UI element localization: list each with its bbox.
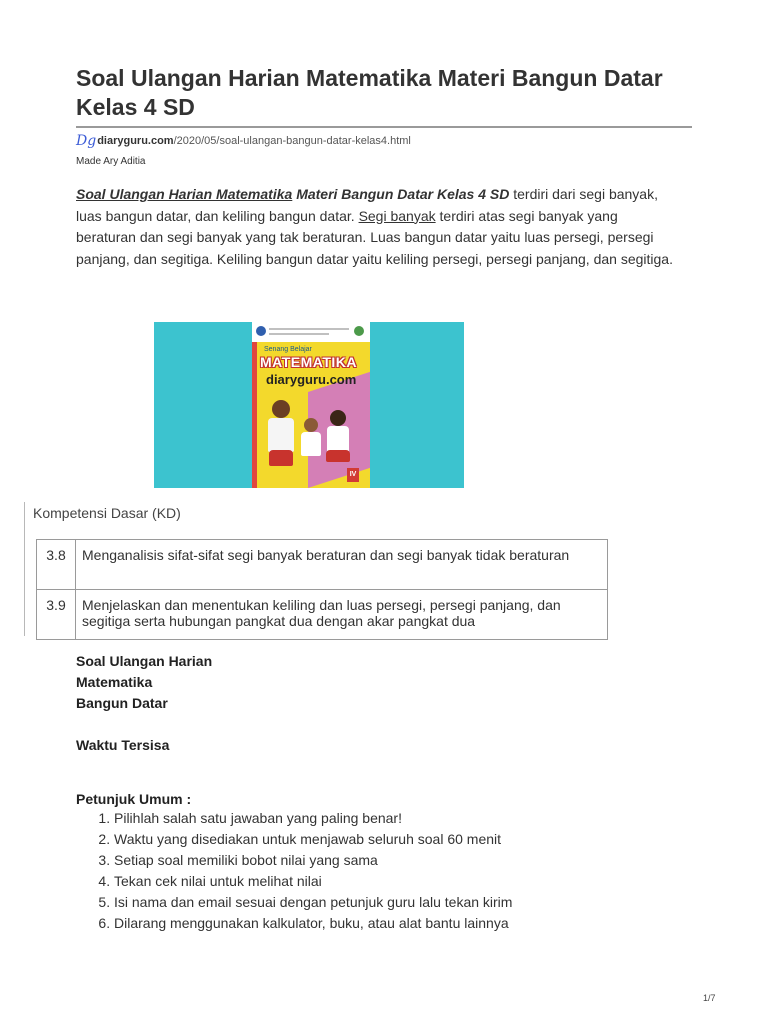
author-name: Made Ary Aditia — [76, 156, 146, 167]
list-item: 6. Dilarang menggunakan kalkulator, buku, atau alat bantu lainnya — [114, 913, 512, 934]
cover-spine — [252, 342, 257, 488]
cover-title: MATEMATIKA — [260, 354, 358, 370]
quiz-title-line-1: Soal Ulangan Harian — [76, 653, 213, 669]
source-path[interactable]: /2020/05/soal-ulangan-bangun-datar-kelas4.html — [173, 135, 411, 147]
diaryguru-logo-icon: Dg — [76, 133, 97, 149]
intro-paragraph — [76, 184, 680, 270]
instructions-list — [76, 808, 512, 934]
grade-badge: IV — [347, 468, 359, 482]
intro-text-1: terdiri dari segi banyak, luas bangun datar, dan keliling bangun datar. — [76, 186, 658, 224]
boy-illustration-head — [272, 400, 290, 418]
source-domain[interactable]: diaryguru.com — [97, 135, 174, 147]
curriculum-logo-icon — [354, 326, 364, 336]
list-item: 3. Setiap soal memiliki bobot nilai yang sama — [114, 850, 512, 871]
kd-number: 3.8 — [37, 540, 76, 590]
intro-text-2: terdiri atas segi banyak yang beraturan dan segi banyak yang tak beraturan. Luas bangun datar yaitu luas persegi, persegi panjang, dan segitiga. Keliling bangun datar yaitu keliling persegi, persegi panjang, dan segitiga. — [76, 207, 673, 267]
table-row — [37, 540, 608, 590]
boy-illustration-body — [268, 418, 294, 452]
list-item: 1. Pilihlah salah satu jawaban yang paling benar! — [114, 808, 512, 829]
cover-watermark: diaryguru.com — [266, 372, 357, 387]
book-cover-image — [154, 322, 464, 488]
page-title: Soal Ulangan Harian Matematika Materi Bangun Datar Kelas 4 SD — [76, 65, 663, 120]
kd-description: Menganalisis sifat-sifat segi banyak beraturan dan segi banyak tidak beraturan — [76, 540, 608, 590]
kd-heading: Kompetensi Dasar (KD) — [33, 505, 181, 521]
book-cover — [252, 322, 370, 488]
ministry-logo-icon — [256, 326, 266, 336]
segi-banyak-link[interactable]: Segi banyak — [358, 207, 436, 224]
cover-header — [252, 322, 370, 342]
child-illustration-body — [301, 432, 321, 456]
quiz-title-line-3: Bangun Datar — [76, 695, 168, 711]
title-divider — [76, 126, 692, 128]
source-link[interactable] — [76, 132, 411, 150]
kd-description: Menjelaskan dan menentukan keliling dan luas persegi, persegi panjang, dan segitiga serta hubungan pangkat dua dengan akar pangkat dua — [76, 590, 608, 640]
list-item: 2. Waktu yang disediakan untuk menjawab seluruh soal 60 menit — [114, 829, 512, 850]
boy-illustration-shorts — [269, 450, 293, 466]
kd-number: 3.9 — [37, 590, 76, 640]
table-row — [37, 590, 608, 640]
list-item: 5. Isi nama dan email sesuai dengan petunjuk guru lalu tekan kirim — [114, 892, 512, 913]
girl-illustration-body — [327, 426, 349, 452]
quiz-title-line-2: Matematika — [76, 674, 153, 690]
page-number: 1/7 — [703, 993, 716, 1003]
instructions-heading: Petunjuk Umum : — [76, 791, 192, 807]
kd-section — [24, 502, 615, 636]
intro-link[interactable]: Soal Ulangan Harian Matematika — [76, 186, 293, 202]
child-illustration-head — [304, 418, 318, 432]
list-item: 4. Tekan cek nilai untuk melihat nilai — [114, 871, 512, 892]
cover-header-line — [269, 333, 329, 335]
cover-header-line — [269, 328, 349, 330]
timer-label: Waktu Tersisa — [76, 737, 170, 753]
intro-bold: Materi Bangun Datar Kelas 4 SD — [296, 186, 510, 202]
cover-subtitle: Senang Belajar — [264, 346, 312, 353]
kd-table — [36, 539, 608, 640]
girl-illustration-skirt — [326, 450, 350, 462]
girl-illustration-head — [330, 410, 346, 426]
